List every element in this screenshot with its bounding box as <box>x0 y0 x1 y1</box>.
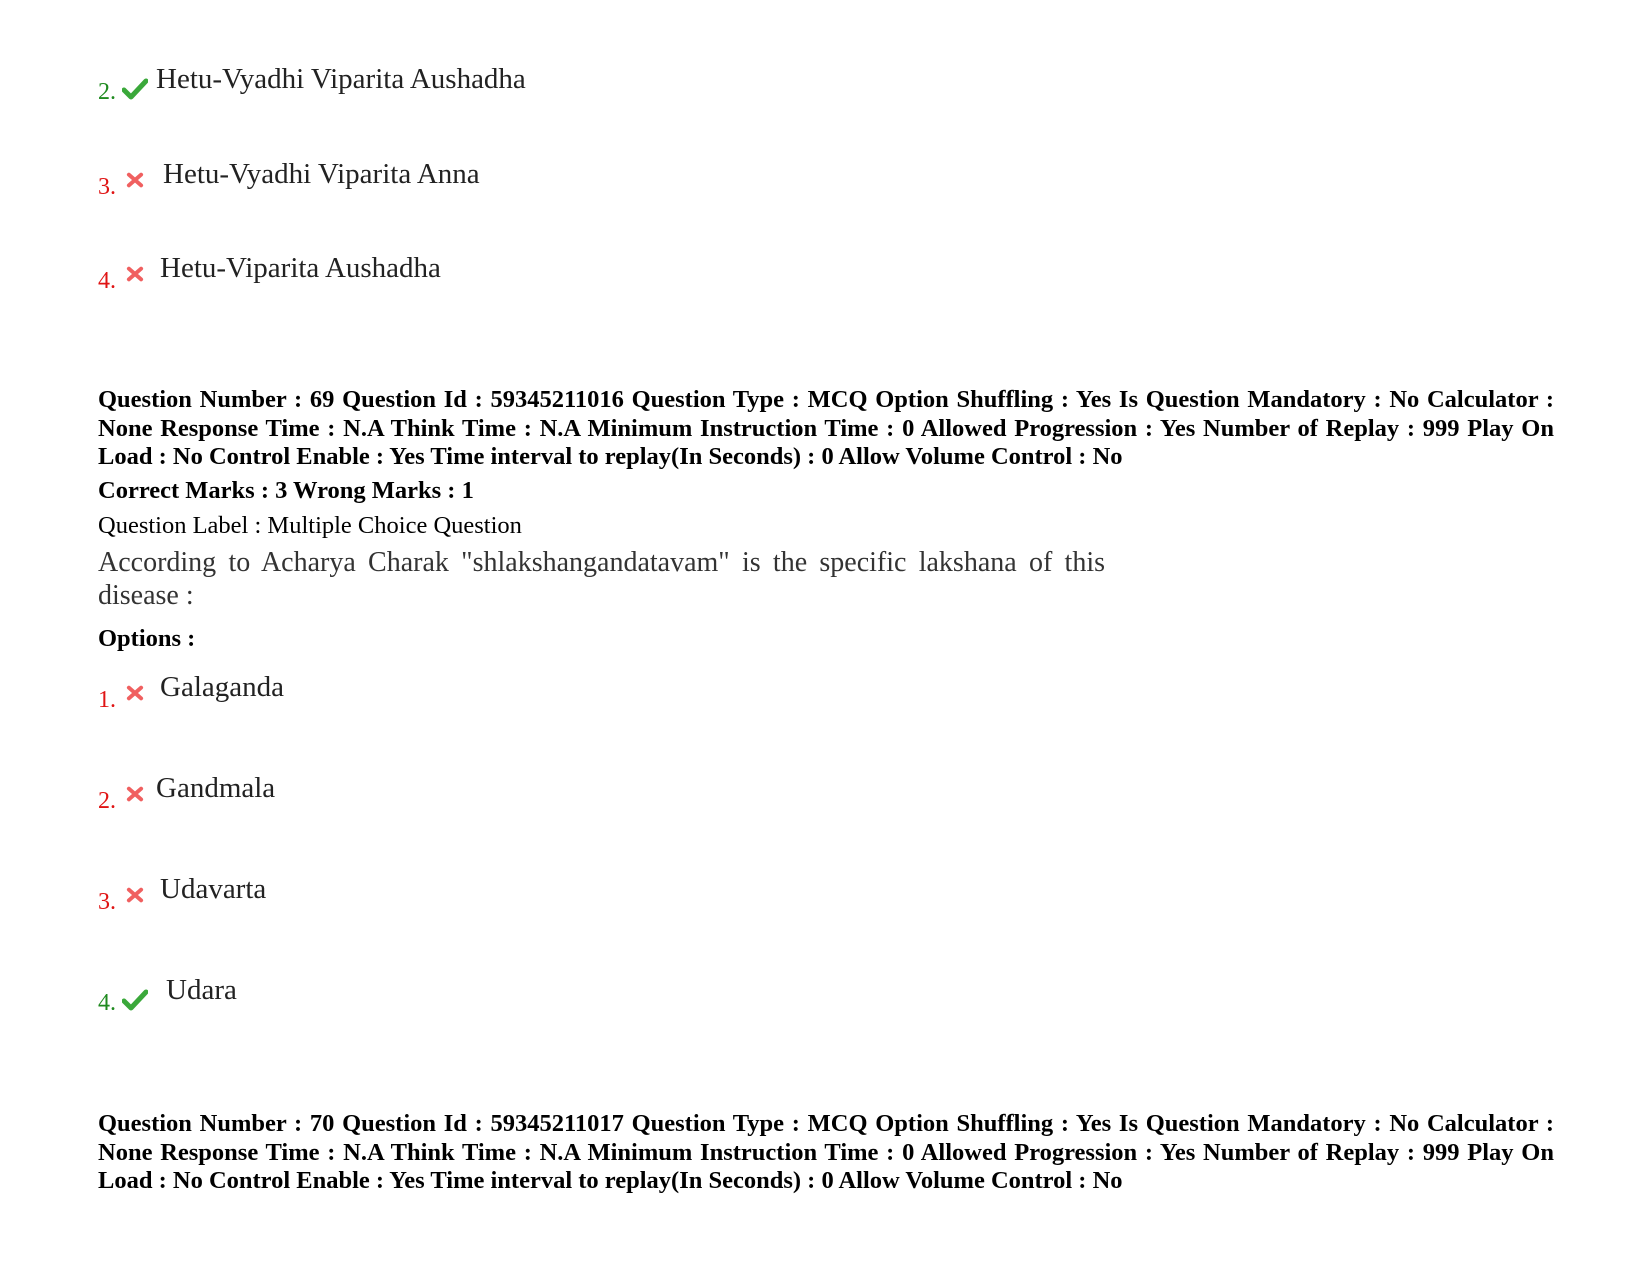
option-row <box>98 159 798 199</box>
option-text: Galaganda <box>160 671 284 703</box>
option-number: 2. <box>98 788 116 814</box>
option-text: Udara <box>166 974 237 1006</box>
question-text: According to Acharya Charak "shlakshangandatavam" is the specific lakshana of this disease : <box>98 547 1105 611</box>
check-icon <box>122 78 148 100</box>
option-row <box>98 975 798 1015</box>
option-row <box>98 672 798 712</box>
option-number: 1. <box>98 687 116 713</box>
option-number: 4. <box>98 990 116 1016</box>
option-number: 3. <box>98 889 116 915</box>
option-text: Hetu-Viparita Aushadha <box>160 252 441 284</box>
option-text: Udavarta <box>160 873 267 905</box>
question-label: Question Label : Multiple Choice Question <box>98 512 522 539</box>
question-marks: Correct Marks : 3 Wrong Marks : 1 <box>98 477 474 504</box>
cross-icon <box>125 886 145 904</box>
option-number: 4. <box>98 268 116 294</box>
option-number: 2. <box>98 79 116 105</box>
option-number: 3. <box>98 174 116 200</box>
option-row <box>98 874 798 914</box>
option-row <box>98 773 798 813</box>
check-icon <box>122 989 148 1011</box>
option-row <box>98 64 798 104</box>
cross-icon <box>125 785 145 803</box>
question-meta: Question Number : 69 Question Id : 59345211016 Question Type : MCQ Option Shuffling : Yes Is Question Mandatory : No Calculator : None Response Time : N.A Think Time : N.A Minimum Instruction Time : 0 Allowed Progression : Yes Number of Replay : 999 Play On Load : No Control Enable : Yes Time interval to replay(In Seconds) : 0 Allow Volume Control : No <box>98 386 1554 470</box>
cross-icon <box>125 684 145 702</box>
option-text: Hetu-Vyadhi Viparita Aushadha <box>156 63 526 95</box>
cross-icon <box>125 265 145 283</box>
cross-icon <box>125 171 145 189</box>
option-text: Gandmala <box>156 772 276 804</box>
option-row <box>98 253 798 293</box>
options-heading: Options : <box>98 625 196 652</box>
question-meta: Question Number : 70 Question Id : 59345211017 Question Type : MCQ Option Shuffling : Yes Is Question Mandatory : No Calculator : None Response Time : N.A Think Time : N.A Minimum Instruction Time : 0 Allowed Progression : Yes Number of Replay : 999 Play On Load : No Control Enable : Yes Time interval to replay(In Seconds) : 0 Allow Volume Control : No <box>98 1110 1554 1194</box>
option-text: Hetu-Vyadhi Viparita Anna <box>163 158 480 190</box>
